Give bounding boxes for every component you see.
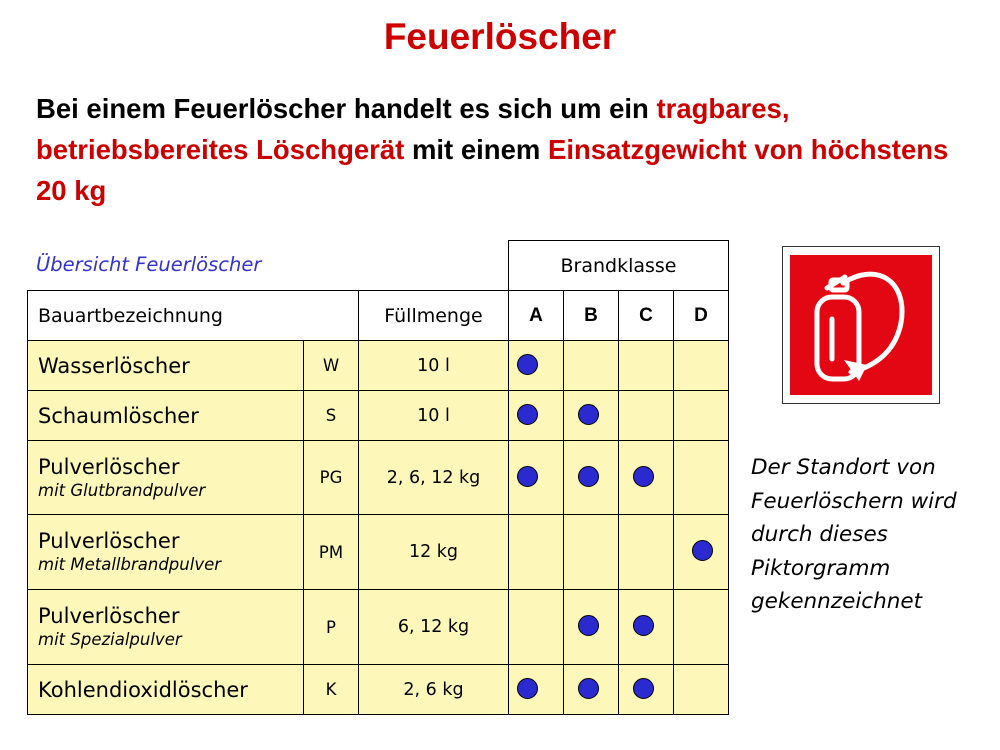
class-cell-d bbox=[674, 665, 729, 715]
extinguisher-name-main: Wasserlöscher bbox=[38, 353, 190, 378]
class-cell-d bbox=[674, 515, 729, 590]
class-cell-a bbox=[509, 441, 564, 515]
extinguisher-code: PG bbox=[304, 441, 359, 515]
extinguisher-fill-quantity: 10 l bbox=[359, 341, 509, 391]
header-bauartbezeichnung: Bauartbezeichnung bbox=[28, 291, 359, 341]
class-cell-b bbox=[564, 441, 619, 515]
header-class-a: A bbox=[509, 291, 564, 341]
extinguisher-code: P bbox=[304, 590, 359, 665]
class-cell-d bbox=[674, 391, 729, 441]
class-cell-b bbox=[564, 341, 619, 391]
extinguisher-name-main: Pulverlöscher bbox=[38, 604, 180, 628]
class-cell-c bbox=[619, 590, 674, 665]
fire-extinguisher-icon bbox=[783, 247, 941, 405]
extinguisher-fill-quantity: 6, 12 kg bbox=[359, 590, 509, 665]
brandklasse-header: Brandklasse bbox=[509, 241, 729, 291]
class-cell-a bbox=[509, 665, 564, 715]
class-cell-b bbox=[564, 590, 619, 665]
header-class-d: D bbox=[674, 291, 729, 341]
extinguisher-name bbox=[28, 590, 304, 665]
class-cell-c bbox=[619, 441, 674, 515]
intro-text bbox=[36, 88, 976, 211]
table-row bbox=[28, 341, 729, 391]
class-cell-a bbox=[509, 590, 564, 665]
extinguisher-fill-quantity: 2, 6, 12 kg bbox=[359, 441, 509, 515]
class-cell-a bbox=[509, 515, 564, 590]
class-applicable-dot bbox=[517, 466, 538, 487]
extinguisher-fill-quantity: 12 kg bbox=[359, 515, 509, 590]
table-body bbox=[28, 341, 729, 715]
class-cell-d bbox=[674, 341, 729, 391]
class-cell-c bbox=[619, 515, 674, 590]
table-row bbox=[28, 590, 729, 665]
class-cell-c bbox=[619, 665, 674, 715]
class-applicable-dot bbox=[633, 678, 654, 699]
extinguisher-name bbox=[28, 341, 304, 391]
class-applicable-dot bbox=[633, 466, 654, 487]
page-title: Feuerlöscher bbox=[383, 16, 617, 57]
class-applicable-dot bbox=[578, 466, 599, 487]
extinguisher-name-main: Schaumlöscher bbox=[38, 403, 199, 428]
extinguisher-name-main: Pulverlöscher bbox=[38, 529, 180, 553]
caption-text: Der Standort von Feuerlöschern wird durch dieses Piktorgramm gekennzeichnet bbox=[751, 455, 957, 614]
class-applicable-dot bbox=[517, 354, 538, 375]
extinguisher-fill-quantity: 10 l bbox=[359, 391, 509, 441]
class-applicable-dot bbox=[633, 615, 654, 636]
table-row bbox=[28, 515, 729, 590]
class-cell-d bbox=[674, 590, 729, 665]
extinguisher-name-main: Pulverlöscher bbox=[38, 454, 180, 479]
extinguisher-code: K bbox=[304, 665, 359, 715]
intro-part-2: mit einem bbox=[404, 134, 548, 165]
intro-part-1: Bei einem Feuerlöscher handelt es sich um ein bbox=[36, 93, 657, 124]
intro-highlight-1: tragbares, betriebsbereites Löschgerät bbox=[36, 93, 790, 165]
class-cell-b bbox=[564, 391, 619, 441]
extinguisher-code: S bbox=[304, 391, 359, 441]
table-row bbox=[28, 665, 729, 715]
class-cell-c bbox=[619, 391, 674, 441]
class-cell-a bbox=[509, 341, 564, 391]
extinguisher-fill-quantity: 2, 6 kg bbox=[359, 665, 509, 715]
header-fuellmenge: Füllmenge bbox=[359, 291, 509, 341]
extinguisher-table bbox=[27, 240, 729, 715]
header-class-b: B bbox=[564, 291, 619, 341]
overview-spacer bbox=[28, 241, 509, 291]
table-row bbox=[28, 391, 729, 441]
class-cell-b bbox=[564, 515, 619, 590]
extinguisher-name-sub: mit Metallbrandpulver bbox=[38, 555, 222, 574]
table-row bbox=[28, 441, 729, 515]
class-cell-d bbox=[674, 441, 729, 515]
extinguisher-name-main: Kohlendioxidlöscher bbox=[38, 677, 248, 702]
extinguisher-name-sub: mit Glutbrandpulver bbox=[38, 480, 206, 500]
overview-label: Übersicht Feuerlöscher bbox=[36, 253, 262, 276]
class-applicable-dot bbox=[578, 404, 599, 425]
fire-extinguisher-sign bbox=[782, 246, 940, 404]
header-class-c: C bbox=[619, 291, 674, 341]
class-applicable-dot bbox=[578, 678, 599, 699]
extinguisher-code: W bbox=[304, 341, 359, 391]
class-cell-b bbox=[564, 665, 619, 715]
intro-highlight-2: Einsatzgewicht von höchstens 20 kg bbox=[36, 134, 949, 206]
extinguisher-name-sub: mit Spezialpulver bbox=[38, 630, 182, 649]
class-applicable-dot bbox=[578, 615, 599, 636]
class-applicable-dot bbox=[517, 404, 538, 425]
class-cell-c bbox=[619, 341, 674, 391]
class-applicable-dot bbox=[517, 678, 538, 699]
extinguisher-name bbox=[28, 391, 304, 441]
extinguisher-name bbox=[28, 515, 304, 590]
class-cell-a bbox=[509, 391, 564, 441]
extinguisher-name bbox=[28, 441, 304, 515]
class-applicable-dot bbox=[692, 540, 713, 561]
extinguisher-name bbox=[28, 665, 304, 715]
extinguisher-code: PM bbox=[304, 515, 359, 590]
